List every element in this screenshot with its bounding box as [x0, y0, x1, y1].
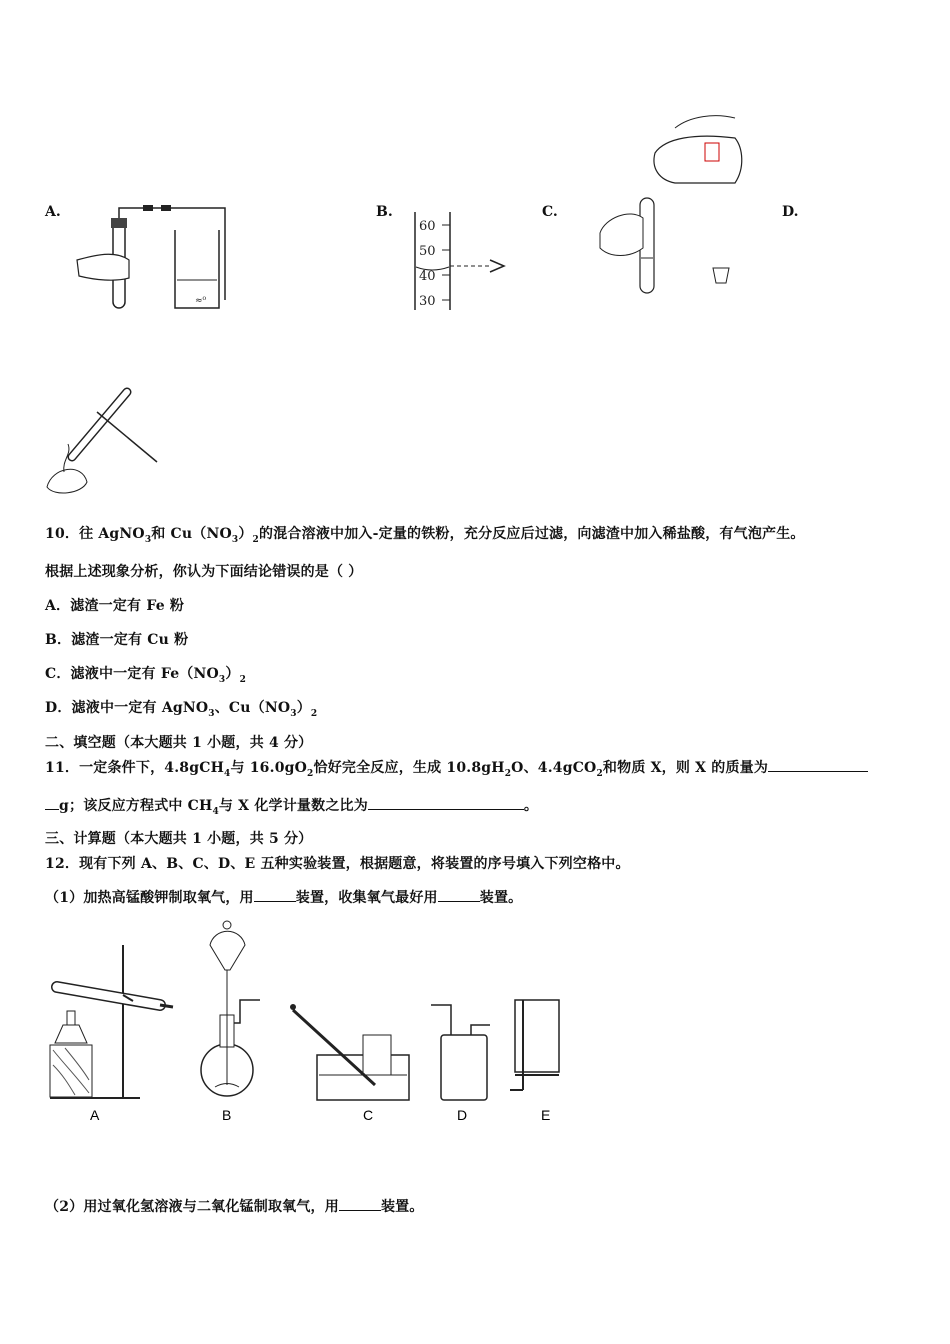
graduated-cylinder-figure: [410, 210, 520, 315]
apparatus-figure: [45, 915, 575, 1130]
device-label-e: E: [541, 1107, 551, 1123]
q10-stem-line1: 10．往 AgNO$_3$和 $Cu(NO_3)_2$的混合溶液中加入-定量的铁粉，充分反应后过滤，向滤渣中加入稀盐酸，有气泡产生。: [45, 526, 805, 545]
q12-answer-blank-collect-device[interactable]: [438, 887, 480, 902]
q10-option-a: A．滤渣一定有 Fe 粉: [45, 598, 185, 614]
scale-tick-30: 30: [419, 294, 436, 309]
device-d-drawing: [431, 1005, 490, 1100]
q10-option-c: C．滤液中一定有 $Fe(NO_3)_2$: [45, 666, 247, 685]
option-d-label: D.: [782, 204, 799, 220]
q12-sub2: （2）用过氧化氢溶液与二氧化锰制取氧气，用 装置。: [45, 1196, 424, 1216]
device-a-drawing: [50, 945, 173, 1098]
airtightness-check-figure: [75, 200, 235, 315]
device-b-drawing: [201, 921, 260, 1096]
device-e-drawing: [510, 1000, 559, 1090]
q11-answer-blank-mass-cont[interactable]: [45, 795, 59, 810]
pouring-liquid-figure: [595, 108, 755, 298]
device-label-b: B: [222, 1107, 232, 1123]
q11-line1: 11．一定条件下，4.8gCH$_4$与 $16.0gO_2$恰好完全反应，生成 $10.8gH_2O$、4.4gCO$_2$和物质 X，则 X 的质量为: [45, 757, 868, 779]
section2-heading: 二、填空题（本大题共 1 小题，共 4 分）: [45, 735, 313, 751]
device-c-drawing: [290, 1004, 409, 1100]
q10-option-d: D．滤液中一定有 AgNO$_3$、$Cu(NO_3)_2$: [45, 700, 318, 719]
scale-tick-50: 50: [419, 244, 436, 259]
q11-answer-blank-ratio[interactable]: [368, 795, 524, 810]
q11-line2: g；该反应方程式中 $CH_4$与 X 化学计量数之比为 。: [45, 795, 538, 817]
device-label-c: C: [363, 1107, 374, 1123]
q12-answer-blank-h2o2-device[interactable]: [339, 1196, 381, 1211]
option-b-label: B.: [376, 204, 393, 220]
q10-stem-line2: 根据上述现象分析，你认为下面结论错误的是（ ）: [45, 564, 363, 580]
device-label-d: D: [457, 1107, 468, 1123]
q10-option-b: B．滤渣一定有 Cu 粉: [45, 632, 189, 648]
scale-tick-60: 60: [419, 219, 436, 234]
heating-test-tube-figure: [42, 382, 167, 500]
scale-tick-40: 40: [419, 269, 436, 284]
device-label-a: A: [90, 1107, 100, 1123]
option-a-label: A.: [45, 204, 61, 220]
option-c-label: C.: [542, 204, 558, 220]
q12-stem: 12．现有下列 A、B、C、D、E 五种实验装置，根据题意，将装置的序号填入下列空格中。: [45, 856, 630, 872]
eye-icon: [490, 260, 504, 272]
q11-answer-blank-mass[interactable]: [768, 757, 868, 772]
q12-answer-blank-heat-device[interactable]: [254, 887, 296, 902]
section3-heading: 三、计算题（本大题共 1 小题，共 5 分）: [45, 831, 313, 847]
svg-text:≈⁰: ≈⁰: [195, 296, 207, 306]
q12-sub1: （1）加热高锰酸钾制取氧气，用 装置，收集氧气最好用 装置。: [45, 887, 522, 907]
